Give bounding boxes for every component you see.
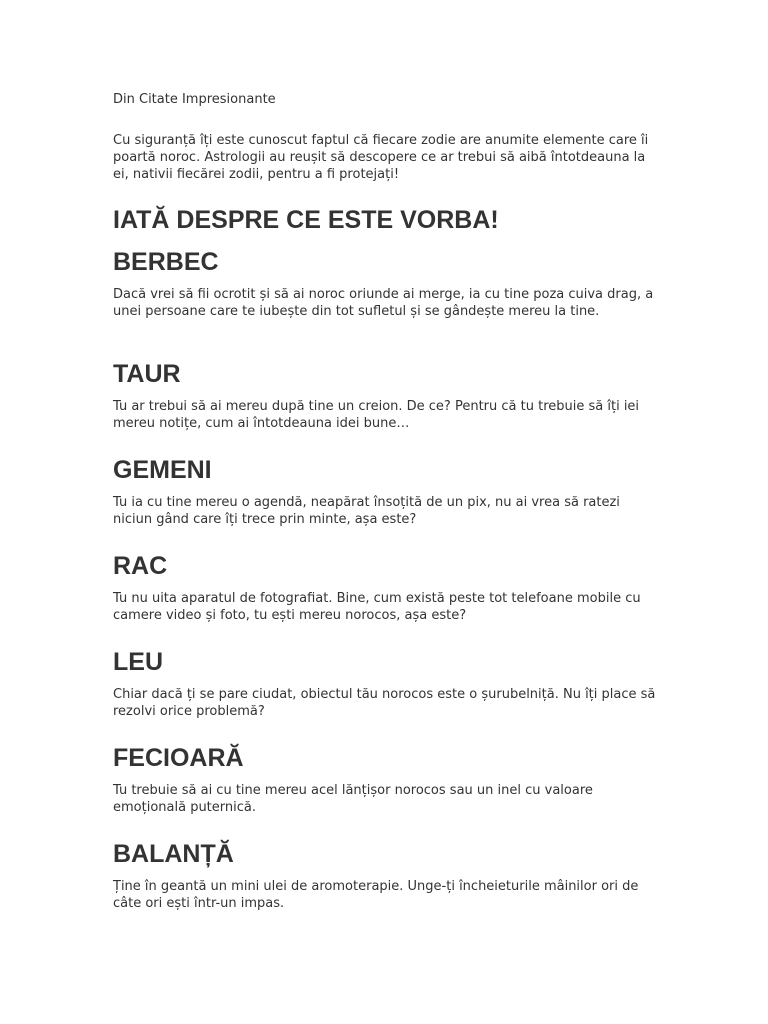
- sign-heading: RAC: [113, 552, 168, 580]
- sign-paragraph: Dacă vrei să fii ocrotit și să ai noroc oriunde ai merge, ia cu tine poza cuiva drag, a unei persoane care te iubește din tot sufletul și se gândește mereu la tine.: [113, 287, 654, 319]
- sign-heading: GEMENI: [113, 456, 212, 484]
- sign-paragraph: Tu ia cu tine mereu o agendă, neapărat însoțită de un pix, nu ai vrea să ratezi niciun gând care îți trece prin minte, așa este?: [113, 495, 620, 527]
- source-line: Din Citate Impresionante: [113, 92, 276, 107]
- sign-section-leu: [113, 647, 658, 720]
- sign-section-fecioara: [113, 743, 658, 816]
- sign-heading: LEU: [113, 648, 163, 676]
- sign-heading: TAUR: [113, 360, 181, 388]
- sign-paragraph: Ține în geantă un mini ulei de aromoterapie. Unge-ți încheieturile mâinilor ori de câte ori ești într-un impas.: [113, 879, 639, 911]
- sign-section-balanta: [113, 839, 658, 912]
- headline: IATĂ DESPRE CE ESTE VORBA!: [113, 206, 499, 234]
- intro-paragraph: Cu siguranță îți este cunoscut faptul că fiecare zodie are anumite elemente care îi poartă noroc. Astrologii au reușit să descopere ce ar trebui să aibă întotdeauna la ei, nativii fiecărei zodii, pentru a fi protejați!: [113, 133, 649, 182]
- sign-paragraph: Tu trebuie să ai cu tine mereu acel lănțișor norocos sau un inel cu valoare emoțională puternică.: [113, 783, 593, 815]
- sign-section-berbec: [113, 247, 658, 320]
- sign-heading: BERBEC: [113, 248, 219, 276]
- sign-paragraph: Chiar dacă ți se pare ciudat, obiectul tău norocos este o șurubelniță. Nu îți place să rezolvi orice problemă?: [113, 687, 656, 719]
- sign-section-rac: [113, 551, 658, 624]
- sign-section-gemeni: [113, 455, 658, 528]
- sign-section-taur: [113, 359, 658, 432]
- sign-paragraph: Tu ar trebui să ai mereu după tine un creion. De ce? Pentru că tu trebuie să îți iei mereu notițe, cum ai întotdeauna idei bune…: [113, 399, 640, 431]
- sign-heading: FECIOARĂ: [113, 744, 244, 772]
- sign-heading: BALANȚĂ: [113, 840, 234, 868]
- sign-paragraph: Tu nu uita aparatul de fotografiat. Bine, cum există peste tot telefoane mobile cu camere video și foto, tu ești mereu norocos, așa este?: [113, 591, 641, 623]
